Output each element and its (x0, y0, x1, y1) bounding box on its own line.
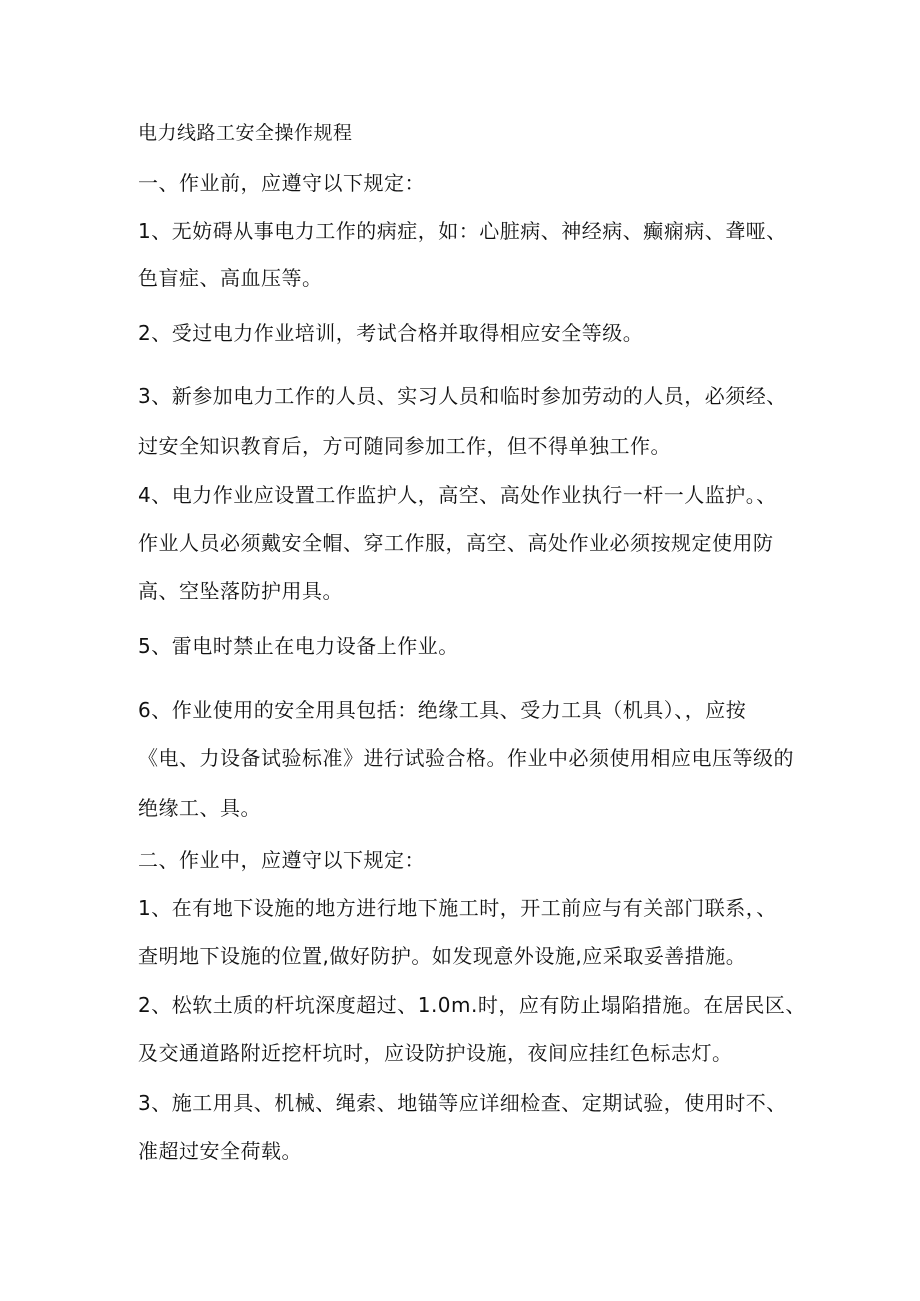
item-2-2-line-1: 2、松软土质的杆坑深度超过、1.0m.时，应有防止塌陷措施。在居民区、 (138, 993, 806, 1017)
item-1-1-line-2: 色盲症、高血压等。 (138, 266, 323, 290)
item-1-4-line-3: 高、空坠落防护用具。 (138, 579, 343, 603)
item-1-1-line-1: 1、无妨碍从事电力工作的病症，如：心脏病、神经病、癫痫病、聋哑、 (138, 219, 787, 243)
section-1-heading: 一、作业前，应遵守以下规定： (138, 171, 425, 195)
item-2-2-line-2: 及交通道路附近挖杆坑时，应设防护设施，夜间应挂红色标志灯。 (138, 1041, 733, 1065)
item-1-3-line-1: 3、新参加电力工作的人员、实习人员和临时参加劳动的人员，必须经、 (138, 384, 787, 408)
item-1-5-line-1: 5、雷电时禁止在电力设备上作业。 (138, 634, 459, 658)
section-2-heading: 二、作业中，应遵守以下规定： (138, 848, 425, 872)
item-2-3-line-1: 3、施工用具、机械、绳索、地锚等应详细检查、定期试验，使用时不、 (138, 1091, 787, 1115)
item-1-6-line-3: 绝缘工、具。 (138, 796, 261, 820)
item-2-3-line-2: 准超过安全荷载。 (138, 1139, 302, 1163)
item-1-2-line-1: 2、受过电力作业培训，考试合格并取得相应安全等级。 (138, 321, 644, 345)
item-1-4-line-1: 4、电力作业应设置工作监护人，高空、高处作业执行一杆一人监护。、 (138, 483, 777, 507)
document-title: 电力线路工安全操作规程 (138, 122, 353, 144)
item-1-6-line-1: 6、作业使用的安全用具包括：绝缘工具、受力工具（机具）、，应按 (138, 698, 747, 722)
item-1-4-line-2: 作业人员必须戴安全帽、穿工作服，高空、高处作业必须按规定使用防 (138, 531, 774, 555)
item-2-1-line-1: 1、在有地下设施的地方进行地下施工时，开工前应与有关部门联系，、 (138, 896, 777, 920)
item-1-6-line-2: 《电、力设备试验标准》进行试验合格。作业中必须使用相应电压等级的 (138, 746, 794, 770)
item-2-1-line-2: 查明地下设施的位置,做好防护。如发现意外设施,应采取妥善措施。 (138, 944, 747, 968)
item-1-3-line-2: 过安全知识教育后，方可随同参加工作，但不得单独工作。 (138, 434, 671, 458)
